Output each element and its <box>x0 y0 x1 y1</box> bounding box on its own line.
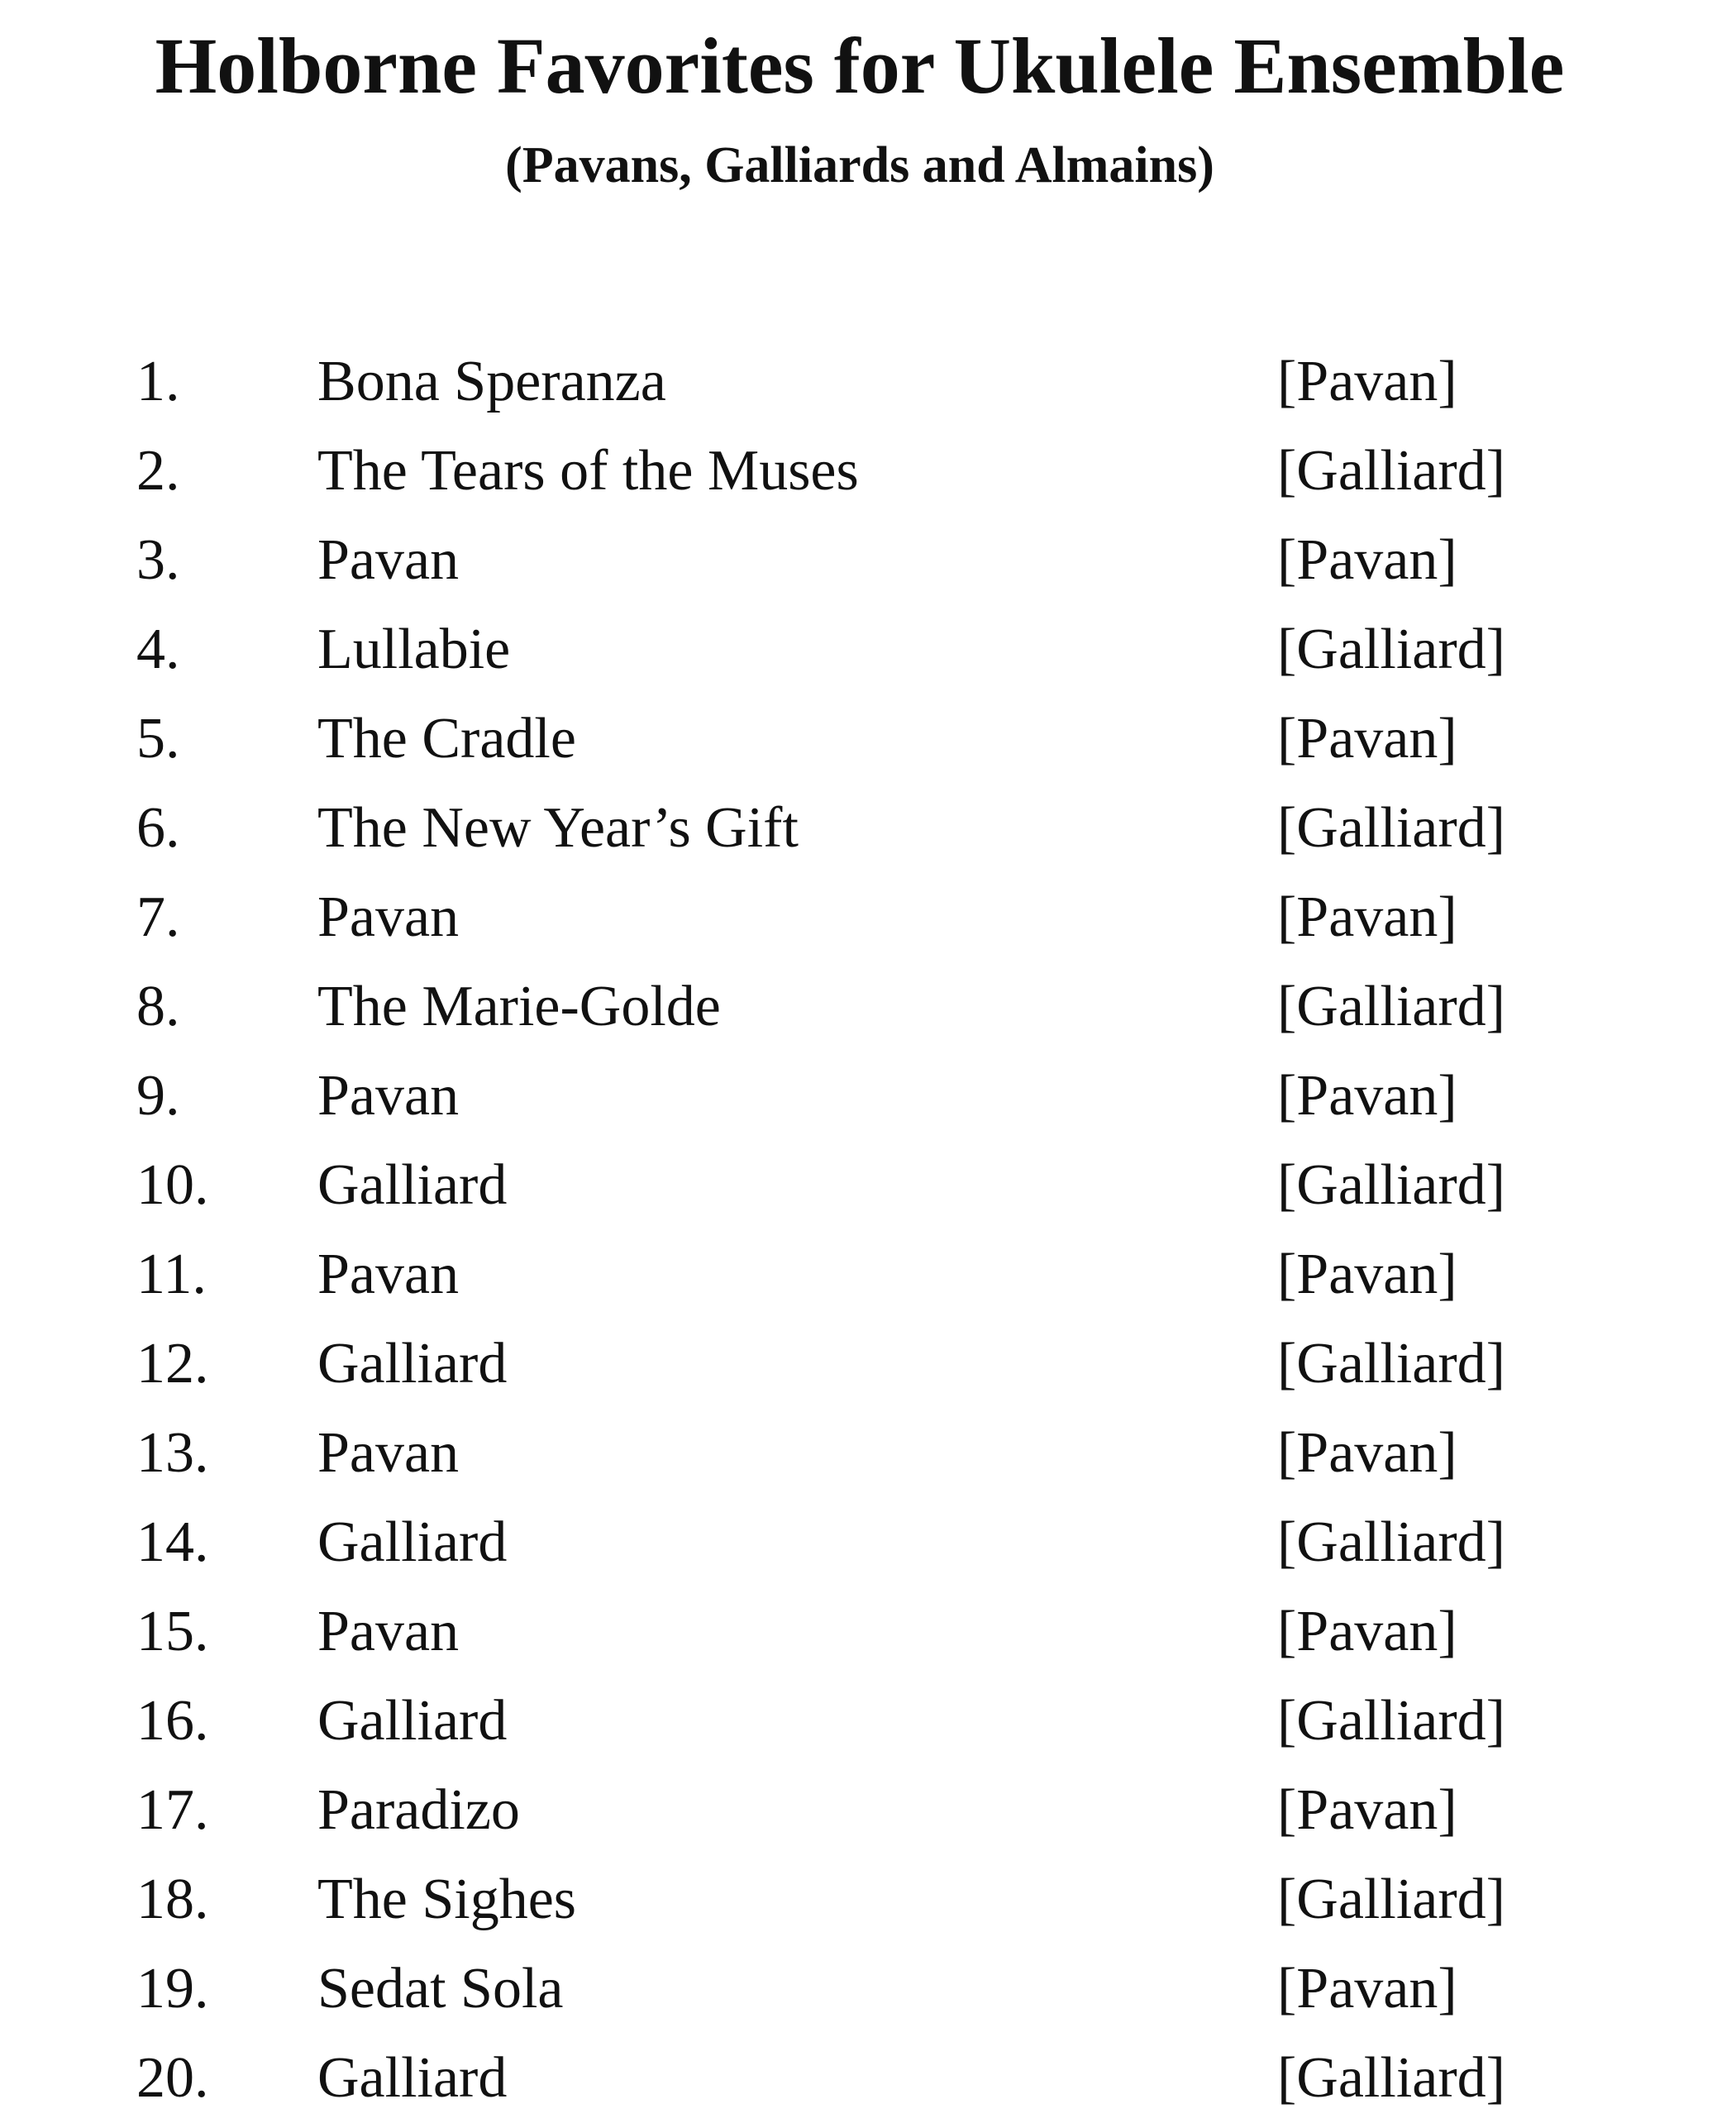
track-title: Bona Speranza <box>317 350 666 413</box>
track-title: Pavan <box>317 1600 460 1663</box>
track-row <box>0 1677 1736 1766</box>
track-number: 4. <box>136 618 180 681</box>
track-row <box>0 1319 1736 1409</box>
track-type: [Galliard] <box>1277 796 1505 860</box>
track-list <box>0 337 1736 2123</box>
track-title: The Sighes <box>317 1868 577 1931</box>
track-type: [Pavan] <box>1277 1064 1457 1128</box>
track-row <box>0 516 1736 605</box>
track-type: [Galliard] <box>1277 1689 1505 1753</box>
track-title: Pavan <box>317 885 460 949</box>
track-type: [Galliard] <box>1277 1868 1505 1931</box>
track-row <box>0 1855 1736 1944</box>
track-title: Galliard <box>317 2046 508 2110</box>
track-row <box>0 1944 1736 2034</box>
track-title: Lullabie <box>317 618 511 681</box>
track-number: 8. <box>136 975 180 1038</box>
track-type: [Pavan] <box>1277 1778 1457 1842</box>
track-type: [Galliard] <box>1277 1153 1505 1217</box>
track-title: Pavan <box>317 1421 460 1485</box>
track-title: Pavan <box>317 1243 460 1306</box>
track-type: [Galliard] <box>1277 975 1505 1038</box>
track-type: [Pavan] <box>1277 885 1457 949</box>
track-title: The Tears of the Muses <box>317 439 859 503</box>
track-type: [Pavan] <box>1277 1243 1457 1306</box>
track-type: [Pavan] <box>1277 707 1457 770</box>
track-title: Galliard <box>317 1332 508 1395</box>
track-row <box>0 1409 1736 1498</box>
track-type: [Galliard] <box>1277 439 1505 503</box>
track-row <box>0 1230 1736 1319</box>
track-number: 15. <box>136 1600 209 1663</box>
track-title: Pavan <box>317 1064 460 1128</box>
document-subtitle: (Pavans, Galliards and Almains) <box>505 137 1214 193</box>
track-title: Galliard <box>317 1510 508 1574</box>
track-row <box>0 337 1736 427</box>
track-row <box>0 1498 1736 1587</box>
track-type: [Pavan] <box>1277 1600 1457 1663</box>
track-row <box>0 694 1736 784</box>
track-title: Galliard <box>317 1689 508 1753</box>
track-number: 19. <box>136 1957 209 2020</box>
track-row <box>0 873 1736 962</box>
track-type: [Galliard] <box>1277 618 1505 681</box>
track-type: [Pavan] <box>1277 1957 1457 2020</box>
track-number: 5. <box>136 707 180 770</box>
track-title: Paradizo <box>317 1778 520 1842</box>
track-row <box>0 1587 1736 1677</box>
track-number: 7. <box>136 885 180 949</box>
track-title: The Cradle <box>317 707 576 770</box>
track-number: 16. <box>136 1689 209 1753</box>
track-number: 10. <box>136 1153 209 1217</box>
track-number: 6. <box>136 796 180 860</box>
track-number: 1. <box>136 350 180 413</box>
track-row <box>0 962 1736 1052</box>
track-row <box>0 2034 1736 2123</box>
document-title: Holborne Favorites for Ukulele Ensemble <box>155 21 1565 110</box>
track-number: 18. <box>136 1868 209 1931</box>
track-title: Galliard <box>317 1153 508 1217</box>
track-number: 13. <box>136 1421 209 1485</box>
track-type: [Pavan] <box>1277 528 1457 592</box>
track-title: Sedat Sola <box>317 1957 564 2020</box>
track-row <box>0 1141 1736 1230</box>
track-row <box>0 1766 1736 1855</box>
track-row <box>0 427 1736 516</box>
track-number: 2. <box>136 439 180 503</box>
track-type: [Pavan] <box>1277 1421 1457 1485</box>
track-title: Pavan <box>317 528 460 592</box>
track-title: The Marie-Golde <box>317 975 721 1038</box>
track-title: The New Year’s Gift <box>317 796 799 860</box>
track-type: [Pavan] <box>1277 350 1457 413</box>
track-number: 11. <box>136 1243 207 1306</box>
track-row <box>0 784 1736 873</box>
track-number: 12. <box>136 1332 209 1395</box>
track-number: 9. <box>136 1064 180 1128</box>
track-number: 17. <box>136 1778 209 1842</box>
track-row <box>0 1052 1736 1141</box>
track-type: [Galliard] <box>1277 1510 1505 1574</box>
track-type: [Galliard] <box>1277 2046 1505 2110</box>
track-type: [Galliard] <box>1277 1332 1505 1395</box>
track-number: 14. <box>136 1510 209 1574</box>
track-row <box>0 605 1736 694</box>
track-number: 20. <box>136 2046 209 2110</box>
track-number: 3. <box>136 528 180 592</box>
